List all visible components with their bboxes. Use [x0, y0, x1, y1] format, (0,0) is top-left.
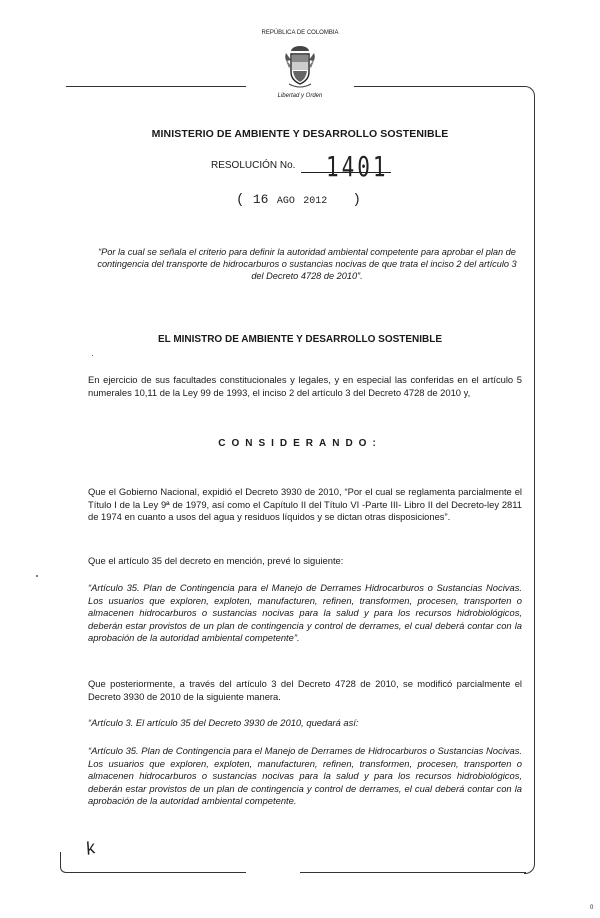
seal-caption: Libertad y Orden [277, 93, 323, 99]
date-month: AGO [276, 196, 295, 207]
resolution-date [236, 192, 361, 208]
gobierno-paragraph: Que el Gobierno Nacional, expidió el Decreto 3930 de 2010, “Por el cual se reglamenta parcialmente el Título I de la Ley 9ª de 1979, así como el Capítulo II del Título VI -Parte III- Libro II del Decreto-ley 2811 de 1974 en cuanto a usos del agua y residuos líquidos y se dictan otras disposiciones”. [88, 486, 522, 522]
margin-dot [36, 575, 38, 577]
handwritten-initials: k [83, 837, 98, 859]
considerando-heading: CONSIDERANDO: [218, 438, 382, 449]
frame-top-right-line [354, 86, 524, 87]
republic-header: REPÚBLICA DE COLOMBIA [261, 30, 339, 36]
frame-top-left-line [66, 86, 246, 87]
date-open-paren: ( [236, 192, 245, 208]
resolution-summary-quote: “Por la cual se señala el criterio para definir la autoridad ambiental competente para aprobar el plan de contingencia del transporte de hidrocarburos o sustancias nocivas de que trata el inciso 2 del artículo 3 del Decreto 4728 de 2010”. [97, 247, 517, 281]
frame-bottom-left-line [66, 872, 246, 873]
faculties-paragraph: En ejercicio de sus facultades constitucionales y legales, y en especial las conferidas en el artículo 5 numerales 10,11 de la Ley 99 de 1993, el inciso 2 del artículo 3 del Decreto 4728 de 2010 y, [88, 374, 522, 398]
coat-of-arms-seal [283, 44, 317, 90]
frame-right-border [524, 86, 535, 874]
article-35-new-quote-paragraph: “Artículo 35. Plan de Contingencia para el Manejo de Derrames de Hidrocarburos o Sustancias Nocivas. Los usuarios que exploren, exploten, manufacturen, refinen, transformen, procesen, transporten o almacenen hidrocarburos o sustancias nocivas para la salud y para los recursos hidrobiológicos, deberán estar provistos de un plan de contingencia y control de derrames, el cual deberá contar con la aprobación de la autoridad ambiental competente. [88, 745, 522, 806]
date-close-paren: ) [352, 192, 361, 208]
page-mark: 0 [590, 905, 594, 911]
posterior-paragraph: Que posteriormente, a través del artículo 3 del Decreto 4728 de 2010, se modificó parcialmente el Decreto 3930 de 2010 de la siguiente manera. [88, 678, 522, 702]
article-35-intro-paragraph: Que el artículo 35 del decreto en mención, prevé lo siguiente: [88, 555, 344, 566]
stray-mark [92, 355, 93, 356]
frame-bottom-right-line [300, 872, 526, 873]
ministry-title: MINISTERIO DE AMBIENTE Y DESARROLLO SOSTENIBLE [151, 128, 449, 140]
article-35-quote-paragraph: “Artículo 35. Plan de Contingencia para el Manejo de Derrames Hidrocarburos o Sustancias Nocivas. Los usuarios que exploren, exploten, manufacturen, refinen, transformen, procesen, transporten o almacenen hidrocarburos o sustancias nocivas para la salud y para los recursos hidrobiológicos, deberán estar provistos de un plan de contingencia y control de derrames, el cual deberá contar con la aprobación de la autoridad ambiental competente”. [88, 582, 522, 643]
authority-title: EL MINISTRO DE AMBIENTE Y DESARROLLO SOSTENIBLE [157, 334, 443, 345]
date-day: 16 [252, 192, 269, 207]
frame-left-corner [60, 852, 67, 873]
resolution-number: 1401 [326, 150, 389, 183]
resolution-label: RESOLUCIÓN No. [211, 160, 296, 171]
date-year: 2012 [303, 196, 328, 207]
article-3-quote-paragraph: “Artículo 3. El artículo 35 del Decreto 3930 de 2010, quedará así: [88, 717, 359, 728]
